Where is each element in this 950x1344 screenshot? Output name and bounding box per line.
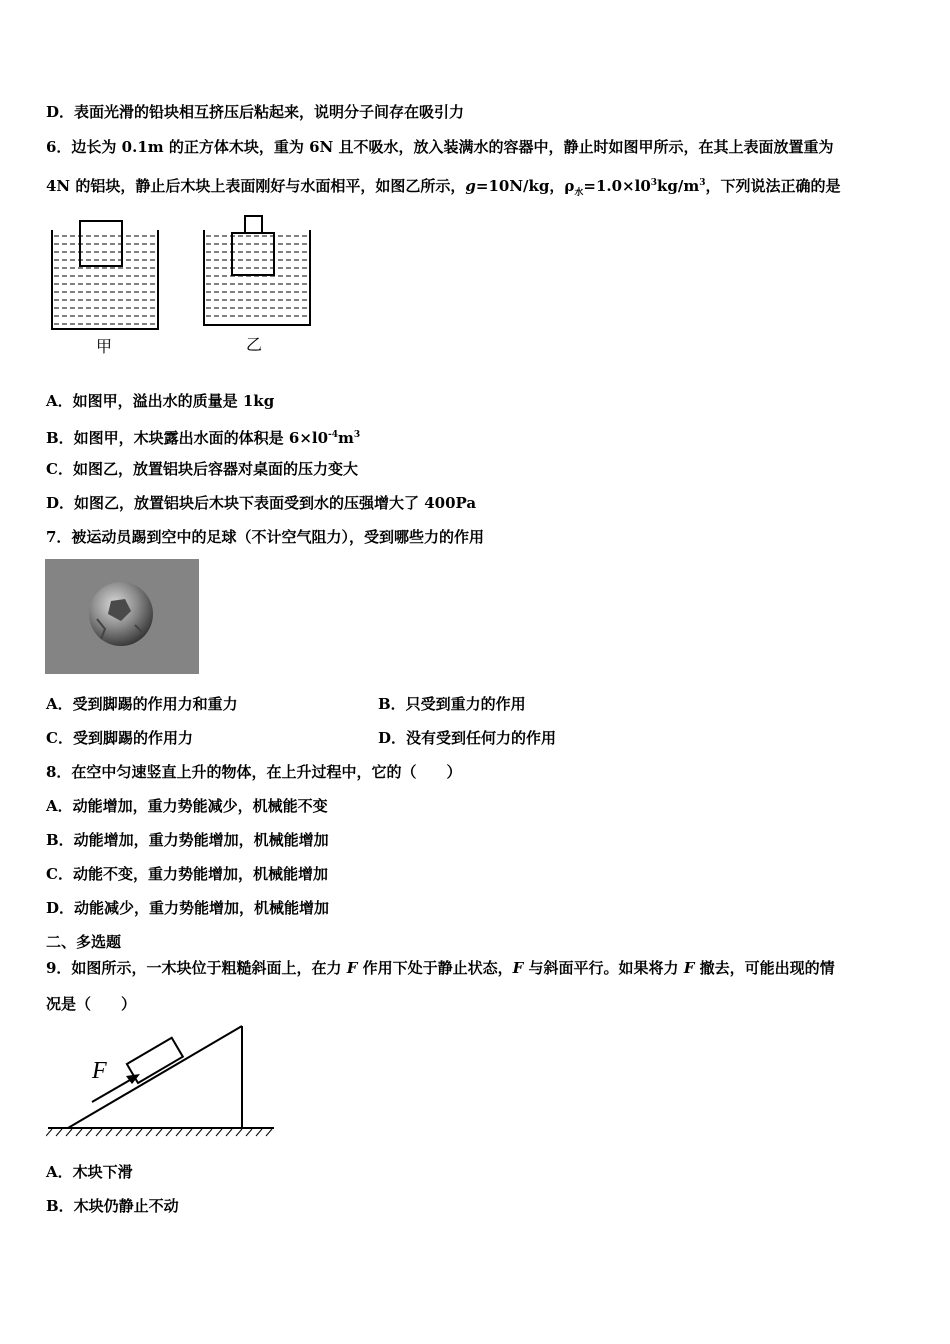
force-label: F bbox=[92, 1058, 107, 1084]
q7-option-b: B．只受到重力的作用 bbox=[378, 695, 526, 713]
q9-incline-figure bbox=[46, 1024, 276, 1140]
q8-option-d: D．动能减少，重力势能增加，机械能增加 bbox=[46, 899, 330, 917]
q9-option-b: B．木块仍静止不动 bbox=[46, 1197, 179, 1215]
water-lines-jia bbox=[54, 236, 156, 324]
q9-stem-line2: 况是（ ） bbox=[46, 995, 137, 1013]
section-heading: 二、多选题 bbox=[46, 933, 122, 951]
q6-stem-line2: 4N 的铝块，静止后木块上表面刚好与水面相平，如图乙所示，g=10N/kg，$\rho_水=1.0\times l0^3kg/m^3$，下列说法正确的是 bbox=[46, 177, 841, 198]
q7-stem: 7．被运动员踢到空中的足球（不计空气阻力），受到哪些力的作用 bbox=[46, 528, 484, 546]
ground-hatch bbox=[46, 1129, 272, 1136]
q8-option-b: B．动能增加，重力势能增加，机械能增加 bbox=[46, 831, 329, 849]
q6-label-yi: 乙 bbox=[246, 335, 263, 354]
q6-option-a: A．如图甲，溢出水的质量是 1kg bbox=[46, 392, 275, 410]
football-photo bbox=[45, 559, 199, 674]
q6-option-d: D．如图乙，放置铝块后木块下表面受到水的压强增大了 400Pa bbox=[46, 494, 477, 512]
q9-option-a: A．木块下滑 bbox=[46, 1163, 133, 1181]
q8-stem: 8．在空中匀速竖直上升的物体，在上升过程中，它的（ ） bbox=[46, 763, 462, 781]
wood-block-yi bbox=[232, 233, 274, 275]
aluminum-block-yi bbox=[245, 216, 262, 233]
q6-option-b: B．如图甲，木块露出水面的体积是 $6\times l0^{-4}m^3$ bbox=[46, 429, 361, 447]
q9-stem-line1: 9．如图所示，一木块位于粗糙斜面上，在力 F 作用下处于静止状态，F 与斜面平行。如果将力 F 撤去，可能出现的情 bbox=[46, 959, 835, 977]
q8-option-c: C．动能不变，重力势能增加，机械能增加 bbox=[46, 865, 328, 883]
container-jia bbox=[52, 230, 158, 329]
q6-figure bbox=[46, 208, 316, 358]
q6-option-c: C．如图乙，放置铝块后容器对桌面的压力变大 bbox=[46, 460, 358, 478]
q7-option-c: C．受到脚踢的作用力 bbox=[46, 729, 193, 747]
q6-label-jia: 甲 bbox=[96, 337, 113, 356]
q7-option-a: A．受到脚踢的作用力和重力 bbox=[46, 695, 238, 713]
q6-stem-line1: 6．边长为 0.1m 的正方体木块，重为 6N 且不吸水，放入装满水的容器中，静止时如图甲所示，在其上表面放置重为 bbox=[46, 138, 834, 156]
q7-option-d: D．没有受到任何力的作用 bbox=[378, 729, 557, 747]
q8-option-a: A．动能增加，重力势能减少，机械能不变 bbox=[46, 797, 328, 815]
q5-option-d: D．表面光滑的铅块相互挤压后粘起来，说明分子间存在吸引力 bbox=[46, 103, 465, 121]
